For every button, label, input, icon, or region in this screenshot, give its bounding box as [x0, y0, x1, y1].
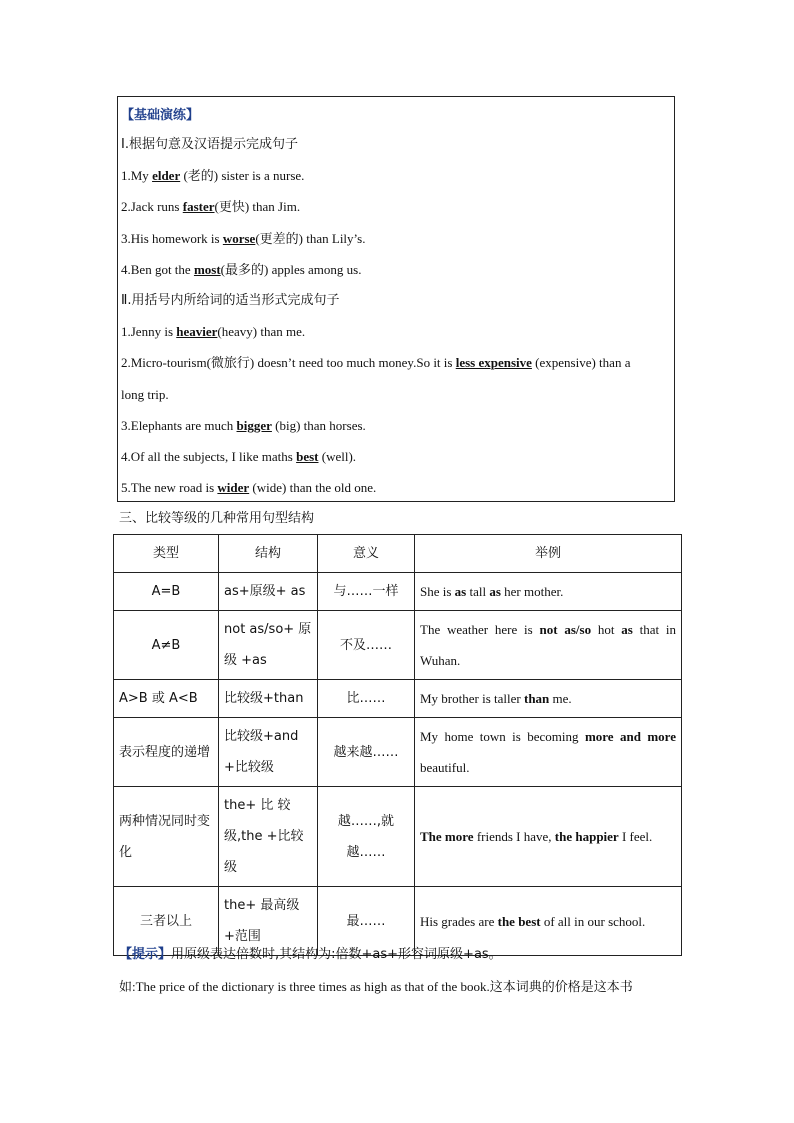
- answer-blank: bigger: [236, 417, 272, 433]
- tip-line: [119, 944, 502, 966]
- section-title: 三、比较等级的几种常用句型结构: [119, 511, 315, 526]
- example-cell: [415, 573, 682, 611]
- example-text: hot: [591, 622, 622, 637]
- part2-item: [121, 316, 671, 347]
- type-cell: 表示程度的递增: [114, 718, 219, 787]
- meaning-cell: 比……: [318, 680, 415, 718]
- part2-items: [121, 316, 671, 503]
- example-text: her mother.: [500, 584, 564, 599]
- sentence-start: 4.Ben got the: [121, 261, 194, 277]
- sentence-end: (heavy) than me.: [217, 324, 306, 340]
- practice-header: 【基础演练】: [121, 108, 200, 123]
- example-keyword: more and more: [584, 729, 676, 744]
- example-text: The weather here is: [420, 622, 540, 637]
- example-text: His grades are: [420, 913, 498, 929]
- part1-item: [121, 191, 671, 222]
- example-keyword: not as/so: [539, 622, 592, 637]
- structure-cell: 比较级+than: [219, 680, 318, 718]
- sentence-end: (最多的) apples among us.: [220, 261, 362, 277]
- table-header-row: [114, 535, 682, 573]
- header-type: 类型: [114, 535, 219, 573]
- part1-item: [121, 160, 671, 191]
- part2-item: [121, 441, 671, 472]
- example-text: that in Wuhan.: [420, 622, 676, 668]
- example-text: She is: [420, 584, 455, 599]
- table-row: [114, 718, 682, 787]
- sentence-end: (expensive) than a: [531, 355, 631, 371]
- example-keyword: as: [454, 584, 467, 599]
- sentence-end: (更差的) than Lily’s.: [255, 230, 366, 246]
- meaning-cell: 越……,就越……: [318, 787, 415, 887]
- meaning-cell: 最……: [318, 887, 415, 956]
- part1-items: [121, 160, 671, 285]
- part2-item: [121, 379, 671, 410]
- structure-cell: the+ 比 较级,the +比较级: [219, 787, 318, 887]
- example-cell: [415, 611, 682, 680]
- practice-box: [117, 96, 675, 502]
- sentence-start: 2.Jack runs: [121, 199, 183, 215]
- type-cell: 三者以上: [114, 887, 219, 956]
- meaning-cell: 越来越……: [318, 718, 415, 787]
- sentence-start: 3.Elephants are much: [121, 417, 237, 433]
- example-text: friends I have,: [473, 829, 555, 844]
- example-text: I feel.: [618, 829, 653, 844]
- answer-blank: best: [296, 448, 319, 464]
- example-line: 如:The price of the dictionary is three times as high as that of the book.这本词典的价格是这本书: [119, 979, 633, 994]
- sentence-start: 1.Jenny is: [121, 324, 177, 340]
- part1-title: Ⅰ.根据句意及汉语提示完成句子: [121, 137, 298, 152]
- answer-blank: heavier: [176, 324, 218, 340]
- table-row: [114, 787, 682, 887]
- example-keyword: the happier: [554, 829, 619, 844]
- meaning-cell: 与……一样: [318, 573, 415, 611]
- sentence-end: (wide) than the old one.: [249, 480, 377, 496]
- example-text: me.: [549, 691, 572, 706]
- sentence-start: 1.My: [121, 168, 153, 184]
- sentence-start: 5.The new road is: [121, 480, 218, 496]
- structure-cell: 比较级+and +比较级: [219, 718, 318, 787]
- table-row: [114, 680, 682, 718]
- type-cell: A=B: [114, 573, 219, 611]
- example-keyword: than: [523, 691, 550, 706]
- table-row: [114, 573, 682, 611]
- answer-blank: worse: [222, 230, 256, 246]
- tip-tag: 【提示】: [119, 947, 172, 962]
- answer-blank: elder: [152, 168, 181, 184]
- table-row: [114, 611, 682, 680]
- structure-cell: not as/so+ 原级 +as: [219, 611, 318, 680]
- type-cell: A>B 或 A<B: [114, 680, 219, 718]
- example-cell: [415, 680, 682, 718]
- part2-item: [121, 472, 671, 503]
- sentence-start: 2.Micro-tourism(微旅行) doesn’t need too much money.So it is: [121, 355, 456, 371]
- sentence-start: 4.Of all the subjects, I like maths: [121, 448, 297, 464]
- type-cell: 两种情况同时变化: [114, 787, 219, 887]
- structure-cell: the+ 最高级+范围: [219, 887, 318, 956]
- header-meaning: 意义: [318, 535, 415, 573]
- table-body: [114, 573, 682, 956]
- tip-text: 用原级表达倍数时,其结构为:倍数+as+形容词原级+as。: [171, 947, 502, 962]
- example-cell: [415, 718, 682, 787]
- example-keyword: the best: [497, 913, 541, 929]
- answer-blank: faster: [182, 199, 215, 215]
- example-text: My home town is becoming: [420, 729, 585, 744]
- answer-blank: most: [193, 261, 221, 277]
- example-text: beautiful.: [420, 760, 470, 775]
- comparison-table: [113, 534, 682, 956]
- sentence-end: (老的) sister is a nurse.: [180, 168, 305, 184]
- sentence-start: 3.His homework is: [121, 230, 223, 246]
- example-cell: [415, 787, 682, 887]
- part2-title: Ⅱ.用括号内所给词的适当形式完成句子: [121, 292, 340, 308]
- example-text: of all in our school.: [540, 913, 646, 929]
- header-structure: 结构: [219, 535, 318, 573]
- example-text: tall: [466, 584, 490, 599]
- sentence-end: (更快) than Jim.: [214, 199, 301, 215]
- sentence-end: (well).: [318, 448, 357, 464]
- part1-item: [121, 254, 671, 285]
- example-keyword: as: [621, 622, 633, 637]
- structure-cell: as+原级+ as: [219, 573, 318, 611]
- answer-blank: wider: [217, 480, 250, 496]
- answer-blank: less expensive: [455, 355, 532, 371]
- header-example: 举例: [415, 535, 682, 573]
- part2-item: [121, 410, 671, 441]
- meaning-cell: 不及……: [318, 611, 415, 680]
- sentence-end: (big) than horses.: [271, 417, 366, 433]
- part2-item: [121, 347, 671, 378]
- part1-item: [121, 223, 671, 254]
- example-text: My brother is taller: [420, 691, 524, 706]
- example-keyword: as: [489, 584, 501, 599]
- sentence-start: long trip.: [121, 386, 169, 402]
- type-cell: A≠B: [114, 611, 219, 680]
- example-keyword: The more: [420, 829, 474, 844]
